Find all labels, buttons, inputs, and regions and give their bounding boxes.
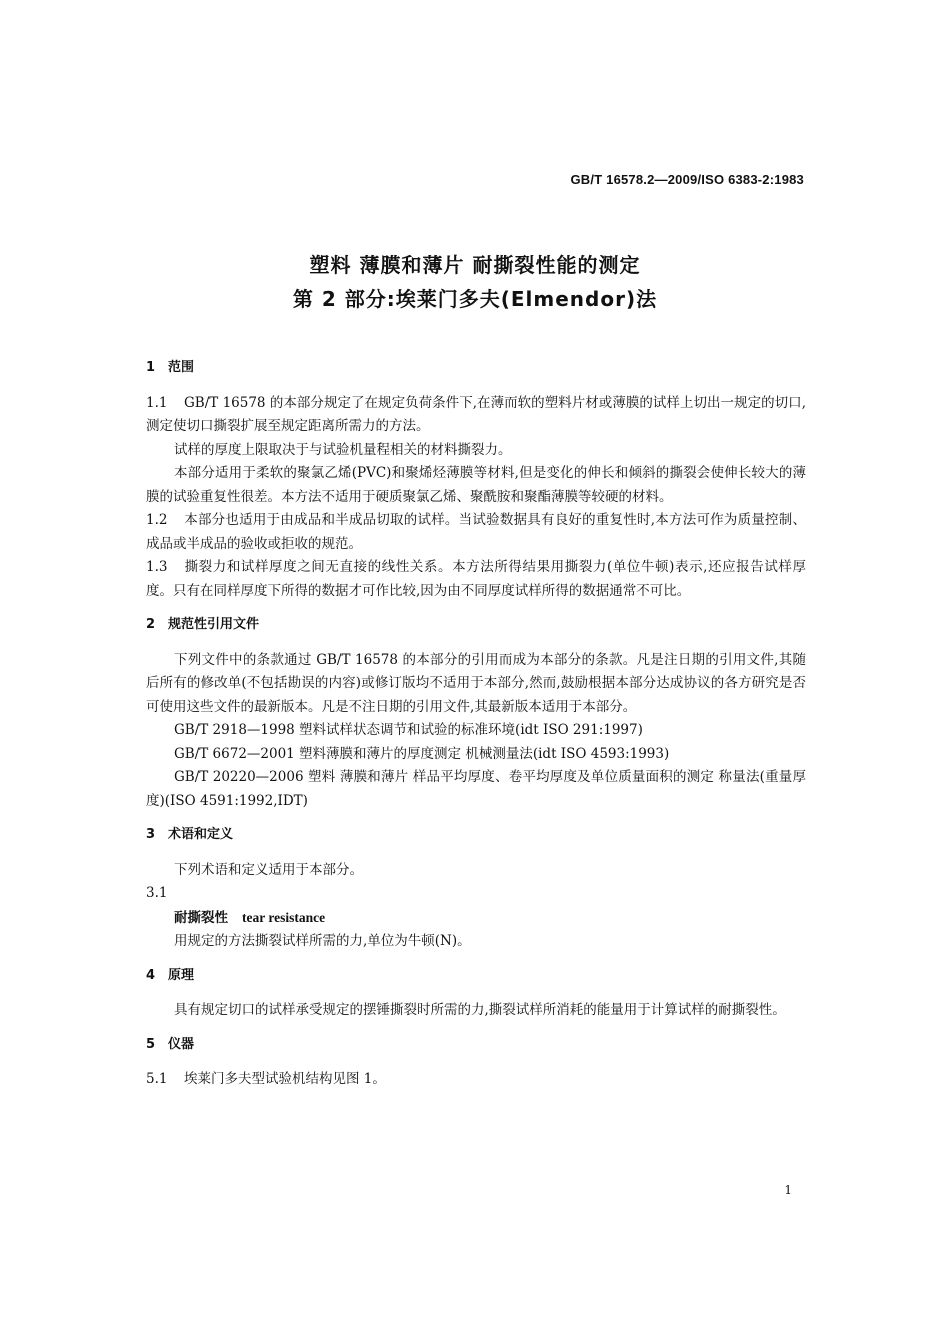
paragraph: 本部分适用于柔软的聚氯乙烯(PVC)和聚烯烃薄膜等材料,但是变化的伸长和倾斜的撕裂会使伸长较大的薄膜的试验重复性很差。本方法不适用于硬质聚氯乙烯、聚酰胺和聚酯薄膜等较硬的材料。 [146,465,806,505]
clause-1-2 [146,509,806,556]
section-heading-4 [146,964,806,988]
page-number: 1 [784,1183,792,1197]
reference-item: GB/T 20220—2006 塑料 薄膜和薄片 样品平均厚度、卷平均厚度及单位质量面积的测定 称量法(重量厚度)(ISO 4591:1992,IDT) [146,769,806,809]
clause-number: 1.3 [146,559,168,575]
clause-1-3 [146,556,806,603]
section-heading-5 [146,1033,806,1057]
section-title: 原理 [168,967,195,983]
standard-code: GB/T 16578.2—2009/ISO 6383-2:1983 [570,172,804,187]
paragraph: 下列文件中的条款通过 GB/T 16578 的本部分的引用而成为本部分的条款。凡是注日期的引用文件,其随后所有的修改单(不包括勘误的内容)或修订版均不适用于本部分,然而,鼓励根据本部分达成协议的各方研究是否可使用这些文件的最新版本。凡是不注日期的引用文件,其最新版本适用于本部分。 [146,651,806,715]
paragraph: 下列术语和定义适用于本部分。 [174,861,363,878]
clause-number: 3.1 [146,885,168,901]
clause-number: 1.2 [146,512,168,528]
section-title: 仪器 [168,1036,195,1052]
section-title: 范围 [168,360,195,375]
section-title: 术语和定义 [168,827,234,842]
clause-text: 撕裂力和试样厚度之间无直接的线性关系。本方法所得结果用撕裂力(单位牛顿)表示,还应报告试样厚度。只有在同样厚度下所得的数据才可作比较,因为由不同厚度试样所得的数据通常不可比。 [146,559,806,599]
clause-number: 1.1 [146,394,168,411]
clause-number: 5.1 [146,1071,168,1087]
section-number: 2 [146,617,156,632]
section-heading-1 [146,356,806,380]
term-chinese: 耐撕裂性 [174,909,228,926]
paragraph: 具有规定切口的试样承受规定的摆锤撕裂时所需的力,撕裂试样所消耗的能量用于计算试样的耐撕裂性。 [174,1002,786,1018]
section-number: 5 [146,1036,156,1052]
document-body [146,356,806,1092]
paragraph: 试样的厚度上限取决于与试验机量程相关的材料撕裂力。 [174,441,512,458]
term-english: tear resistance [242,909,326,925]
clause-text: 本部分也适用于由成品和半成品切取的试样。当试验数据具有良好的重复性时,本方法可作为质量控制、成品或半成品的验收或拒收的规范。 [146,512,806,552]
term-definition: 用规定的方法撕裂试样所需的力,单位为牛顿(N)。 [174,933,471,949]
section-heading-2 [146,613,806,637]
section-heading-3 [146,823,806,847]
reference-item: GB/T 6672—2001 塑料薄膜和薄片的厚度测定 机械测量法(idt ISO 4593:1993) [174,745,670,762]
section-number: 4 [146,967,156,983]
document-title-line1: 塑料 薄膜和薄片 耐撕裂性能的测定 [309,253,641,277]
clause-text: 埃莱门多夫型试验机结构见图 1。 [184,1071,386,1087]
clause-1-1 [146,392,806,439]
document-title-line2: 第 2 部分:埃莱门多夫(Elmendor)法 [292,287,658,311]
clause-text: GB/T 16578 的本部分规定了在规定负荷条件下,在薄而软的塑料片材或薄膜的试样上切出一规定的切口,测定使切口撕裂扩展至规定距离所需力的方法。 [146,394,806,434]
section-number: 1 [146,360,156,375]
reference-item: GB/T 2918—1998 塑料试样状态调节和试验的标准环境(idt ISO 291:1997) [174,722,643,738]
section-title: 规范性引用文件 [168,617,260,632]
section-number: 3 [146,827,156,842]
clause-5-1 [146,1068,806,1092]
term-entry [146,906,806,931]
